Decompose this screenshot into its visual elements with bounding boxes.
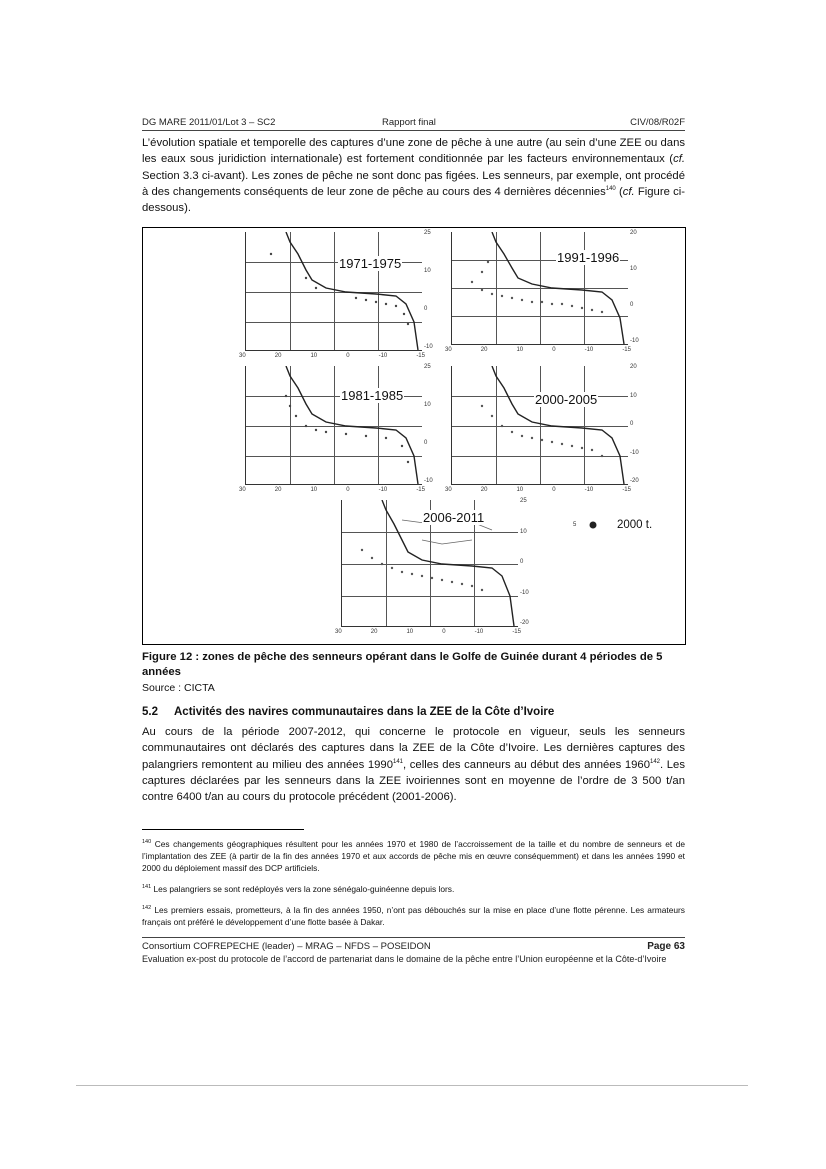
y-tick: 10 [424,268,431,274]
x-ticks-panel-5 [335,629,521,635]
footnote-ref-141[interactable]: 141 [393,758,404,765]
coastline-map [246,366,422,484]
x-tick: 30 [239,353,246,359]
page-bottom-rule [76,1085,748,1086]
map-panel-2006-2011 [341,500,518,627]
header-right: CIV/08/R02F [630,117,685,128]
y-ticks-panel-4 [630,364,639,484]
y-tick: 0 [424,306,428,312]
x-tick: 20 [370,629,378,635]
y-tick: 25 [520,498,527,504]
footnote-142 [142,904,685,928]
y-tick: -10 [630,338,639,344]
legend-label: 2000 t. [617,519,653,531]
x-tick: 30 [335,629,342,635]
map-panel-1991-1996 [451,232,628,345]
y-tick: 0 [520,559,524,565]
intro-cf-1: cf. [673,153,685,166]
map-panel-2000-2005 [451,366,628,485]
y-ticks-panel-3 [424,364,433,484]
coastline-map [452,232,628,344]
y-tick: 25 [424,230,431,236]
legend-small-value: 5 [573,522,577,528]
footnote-number: 142 [142,905,152,912]
x-tick: 10 [406,629,414,635]
x-tick: 30 [445,347,452,353]
coastline-map [452,366,628,484]
x-tick: -15 [622,487,631,493]
x-tick: 20 [480,487,488,493]
y-tick: -10 [424,478,433,484]
x-tick: -10 [378,487,388,493]
panel-label-3: 1981-1985 [341,388,404,403]
x-tick: 30 [239,487,246,493]
y-tick: 25 [424,364,431,370]
footnote-141 [142,883,685,895]
x-tick: 10 [516,347,524,353]
header-center: Rapport final [382,117,436,128]
footnote-text: Les palangriers se sont redéployés vers la zone sénégalo-guinéenne depuis lors. [153,884,455,894]
header-rule [142,130,685,131]
y-tick: -10 [630,449,639,456]
legend-circle-icon [587,520,599,530]
figure-source: Source : CICTA [142,682,215,694]
footnote-ref-142[interactable]: 142 [649,758,660,765]
body-text-2: , celles des canneurs au début des années 1960 [403,758,650,771]
body-text-1: Au cours de la période 2007-2012, qui concerne le protocole en vigueur, seuls les senneurs communautaires ont déclarés des captures dans la ZEE de la Côte d’Ivoire. Les dernières captures des palangriers remontent au milieu des années 1990 [142,726,685,771]
figure-frame [142,227,686,645]
x-tick: -15 [622,347,631,353]
panel-label-1: 1971-1975 [339,256,402,271]
intro-text-2: Section 3.3 ci-avant). Les zones de pêche ne sont donc pas figées. Les senneurs, par exemple, ont procédé à des changements conséquents de leur zone de pêche au cours des 4 dernières décennies [142,169,685,198]
x-tick: 30 [445,487,452,493]
footnote-text: Les premiers essais, prometteurs, à la fin des années 1950, n’ont pas débouchés sur la mise en place d’une flotte pérenne. Les armateurs français ont préféré le développement d’une flotte basée à Dakar. [142,905,685,927]
x-tick: 20 [480,347,488,353]
x-ticks-panel-1 [239,353,425,359]
x-tick: 20 [274,353,282,359]
x-tick: 10 [310,487,318,493]
x-tick: -15 [512,629,521,635]
map-panel-1971-1975 [245,232,422,351]
figure-caption: Figure 12 : zones de pêche des senneurs opérant dans le Golfe de Guinée durant 4 périodes de 5 années [142,651,663,678]
intro-paragraph [142,135,685,216]
y-tick: 0 [630,421,634,427]
y-tick: 0 [630,302,634,308]
footnote-number: 141 [142,884,152,891]
y-tick: 10 [424,402,431,408]
footnote-rule [142,829,304,830]
x-tick: 0 [552,347,556,353]
y-tick: 20 [630,364,637,370]
intro-text-4: Figure ci-dessous). [142,185,685,215]
y-tick: -20 [520,620,529,626]
y-tick: 20 [630,230,637,236]
y-tick: 10 [630,266,637,272]
x-tick: -15 [416,353,425,359]
map-panel-1981-1985 [245,366,422,485]
header-left: DG MARE 2011/01/Lot 3 – SC2 [142,117,276,128]
section-number: 5.2 [142,706,158,718]
y-ticks-panel-1 [424,230,433,350]
x-tick: 0 [552,487,556,493]
x-ticks-panel-3 [239,487,425,493]
intro-cf-2: cf. [622,185,635,198]
body-text-3: . Les captures déclarées par les senneurs dans la ZEE ivoiriennes sont en moyenne de l’ordre de 3 500 t/an contre 6400 t/an au cours du protocole précédent (2001-2006). [142,758,685,804]
x-tick: -10 [584,487,594,493]
panel-label-2: 1991-1996 [557,250,620,265]
x-tick: -10 [378,353,388,359]
y-tick: 10 [630,392,637,399]
x-ticks-panel-2 [445,347,631,353]
y-ticks-panel-5 [520,498,529,626]
x-tick: 0 [442,629,446,635]
coastline-map [246,232,422,350]
y-tick: 0 [424,440,428,446]
x-tick: 10 [516,487,524,493]
y-tick: -10 [424,344,433,350]
footer-subtitle: Evaluation ex-post du protocole de l’accord de partenariat dans le domaine de la pêche entre l’Union européenne et la Côte-d’Ivoire [142,954,667,964]
panel-label-4: 2000-2005 [535,392,598,407]
y-tick: -10 [520,589,529,596]
footnote-ref-140[interactable]: 140 [605,186,616,193]
x-tick: 0 [346,353,350,359]
panel-label-5: 2006-2011 [423,510,485,525]
x-ticks-panel-4 [445,487,631,493]
y-tick: 10 [520,528,527,535]
page-number: Page 63 [647,941,685,952]
x-tick: 20 [274,487,282,493]
intro-text-3: ( [615,185,623,198]
x-tick: -10 [474,629,484,635]
intro-text-1: L’évolution spatiale et temporelle des captures d’une zone de pêche à une autre (au sein d’une ZEE ou dans les eaux sous juridiction internationale) est fortement conditionnée par les facteurs environnementaux ( [142,137,685,166]
footnote-text: Ces changements géographiques résultent pour les années 1970 et 1980 de l’accroissement de la taille et du nombre de senneurs et de l’implantation des ZEE (à partir de la fin des années 1970 et aux accords de pêche mis en œuvre conséquemment) et dans les années 1990 et 2000 du déploiement massif des DCP artificiels. [142,839,686,873]
y-ticks-panel-2 [630,230,639,344]
x-tick: 0 [346,487,350,493]
footer-rule [142,937,685,938]
footnote-140 [142,838,685,874]
section-title: Activités des navires communautaires dans la ZEE de la Côte d’Ivoire [174,706,555,718]
footer-consortium: Consortium COFREPECHE (leader) – MRAG – NFDS – POSEIDON [142,941,431,952]
x-tick: 10 [310,353,318,359]
x-tick: -15 [416,487,425,493]
body-paragraph [142,724,685,805]
footnote-number: 140 [142,839,152,846]
y-tick: -20 [630,478,639,484]
x-tick: -10 [584,347,594,353]
